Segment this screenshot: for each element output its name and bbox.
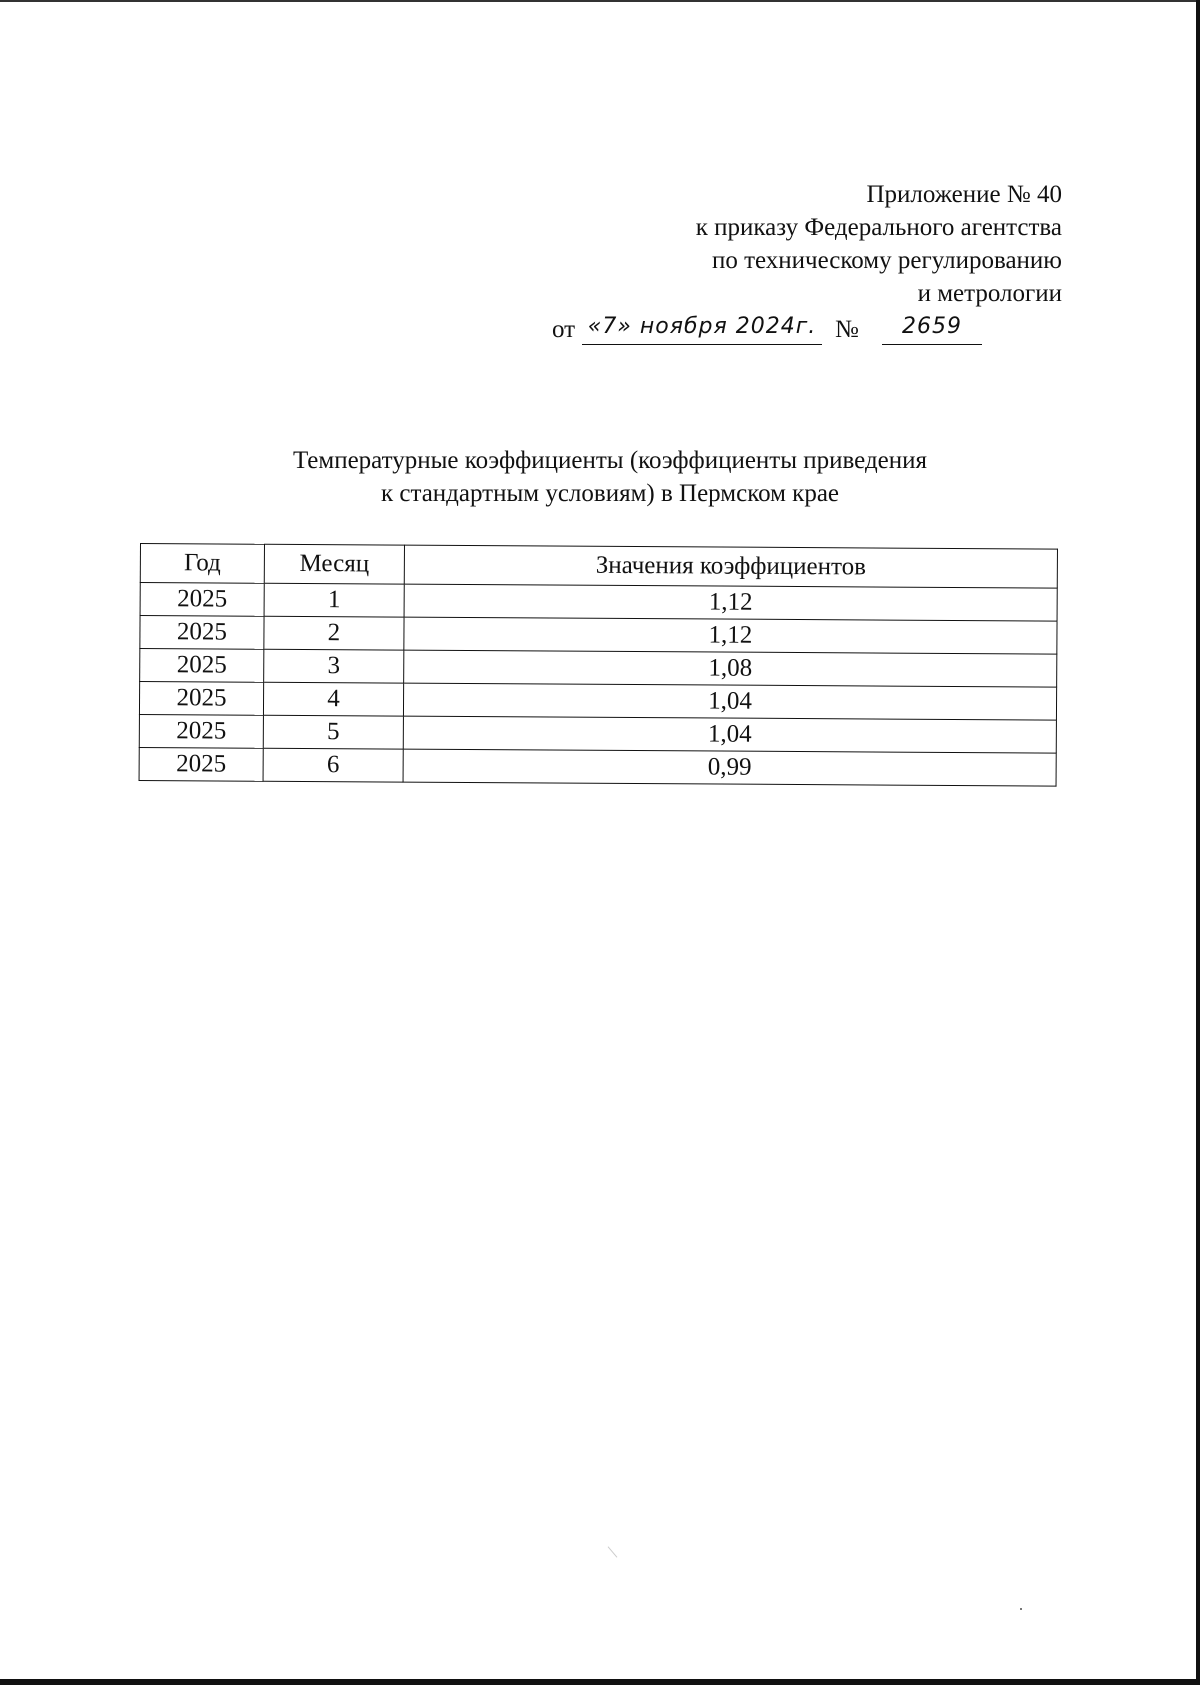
cell-value: 1,12	[404, 617, 1057, 654]
cell-month: 3	[264, 649, 404, 683]
scan-edge-bottom	[0, 1679, 1200, 1685]
number-label: №	[835, 316, 859, 343]
title-line-1: Температурные коэффициенты (коэффициенты приведения	[292, 447, 928, 474]
table-row	[140, 649, 1057, 688]
table-header-row	[140, 544, 1057, 589]
appendix-order-ref: к приказу Федерального агентства	[695, 214, 1062, 241]
appendix-agency-line: по техническому регулированию	[711, 247, 1062, 274]
appendix-number: Приложение № 40	[866, 181, 1062, 208]
cell-year: 2025	[140, 583, 264, 617]
cell-year: 2025	[139, 747, 263, 781]
order-date-number	[542, 312, 1062, 348]
cell-year: 2025	[139, 682, 263, 716]
table-row	[140, 616, 1057, 655]
header-month: Месяц	[264, 544, 404, 584]
cell-month: 2	[264, 616, 404, 650]
title-line-2: к стандартным условиям) в Пермском крае	[380, 480, 840, 507]
scan-speck	[608, 1546, 618, 1557]
coefficients-table	[139, 543, 1058, 787]
table-row	[139, 714, 1056, 753]
cell-year: 2025	[140, 616, 264, 650]
cell-value: 1,08	[404, 650, 1057, 687]
appendix-header	[542, 178, 1062, 310]
table-row	[139, 682, 1056, 721]
cell-value: 0,99	[403, 749, 1056, 786]
cell-month: 4	[263, 682, 403, 716]
cell-year: 2025	[139, 714, 263, 748]
handwritten-order-number: 2659	[882, 312, 982, 345]
scan-edge-top	[0, 0, 1200, 2]
table-row	[140, 583, 1057, 622]
cell-month: 1	[264, 583, 404, 617]
cell-year: 2025	[140, 649, 264, 683]
header-year: Год	[140, 544, 264, 584]
cell-value: 1,04	[403, 683, 1056, 720]
cell-month: 5	[263, 715, 403, 749]
from-label: от	[552, 316, 576, 343]
cell-month: 6	[263, 748, 403, 782]
handwritten-date: «7» ноября 2024г.	[582, 312, 822, 345]
scan-speck	[1020, 1608, 1022, 1610]
cell-value: 1,12	[404, 584, 1057, 621]
header-value: Значения коэффициентов	[404, 545, 1057, 588]
cell-value: 1,04	[403, 716, 1056, 753]
document-title	[0, 444, 1200, 510]
scan-edge-right	[1196, 0, 1200, 1685]
table-row	[139, 747, 1056, 786]
appendix-agency-line-end: и метрологии	[917, 280, 1062, 307]
